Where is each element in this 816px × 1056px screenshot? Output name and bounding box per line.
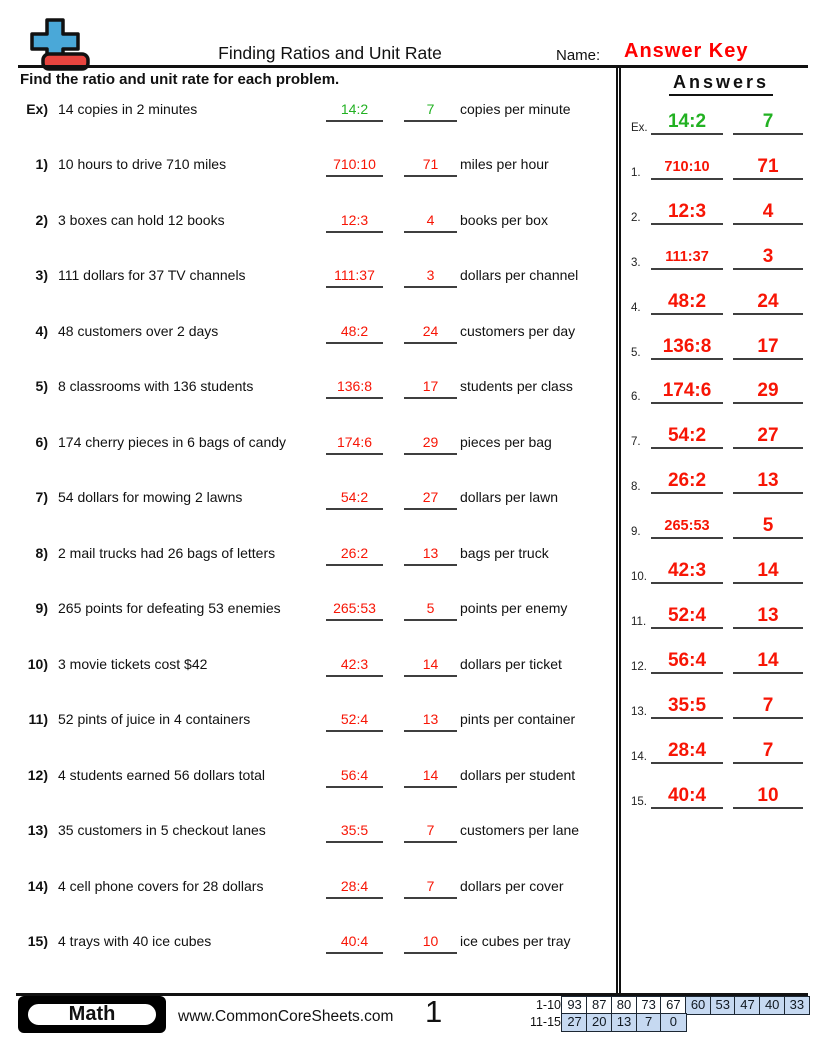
answer-key-ratio-blank [651,560,723,584]
rate-answer-blank [404,931,457,954]
answer-key-rate-blank [733,515,803,539]
score-cell: 7 [636,1013,662,1032]
answer-key-rate-blank [733,425,803,449]
ratio-answer-blank [326,765,383,788]
problem-row [20,598,620,622]
answer-key-ratio: 56:4 [667,650,707,671]
answer-key-rate-blank [733,695,803,719]
problem-row [20,432,620,456]
rate-answer: 13 [422,711,439,727]
rate-answer: 17 [422,378,439,394]
score-cell: 73 [636,996,662,1015]
ratio-answer-blank [326,820,383,843]
answer-key-number: 13. [631,706,647,718]
problem-row [20,265,620,289]
rate-answer: 13 [422,545,439,561]
unit-text: pints per container [460,711,576,727]
ratio-answer: 28:4 [340,878,369,894]
answer-key-ratio: 26:2 [667,470,707,491]
problem-text: 265 points for defeating 53 enemies [58,600,281,616]
answer-key-row [621,156,816,180]
subject-badge-label: Math [25,1001,159,1028]
answer-key-ratio: 12:3 [667,201,707,222]
answer-key-number: 7. [631,436,641,448]
unit-text: ice cubes per tray [460,933,571,949]
instructions-text: Find the ratio and unit rate for each problem. [20,71,340,88]
unit-text: pieces per bag [460,434,552,450]
answer-key-row [621,785,816,809]
answer-key-ratio: 54:2 [667,425,707,446]
rate-answer-blank [404,654,457,677]
page-title: Finding Ratios and Unit Rate [218,43,442,63]
answer-key-number: Ex. [631,122,648,134]
rate-answer-blank [404,820,457,843]
problem-number: 2) [35,212,48,228]
problem-text: 10 hours to drive 710 miles [58,156,227,172]
rate-answer-blank [404,876,457,899]
answer-key-row [621,291,816,315]
answer-key-rate-blank [733,470,803,494]
answers-title: Answers [669,72,773,96]
rate-answer-blank [404,765,457,788]
answer-key-number: 3. [631,257,641,269]
problem-number: 13) [27,822,48,838]
score-cell: 33 [784,996,810,1015]
ratio-answer: 111:37 [334,267,375,283]
answer-key-rate-blank [733,380,803,404]
answer-key-ratio-blank [651,111,723,135]
answer-key-rate: 10 [757,785,779,806]
unit-text: customers per day [460,323,576,339]
ratio-answer: 35:5 [340,822,369,838]
answer-key-rate: 14 [757,650,779,671]
unit-text: dollars per student [460,767,576,783]
problem-number: 4) [35,323,48,339]
ratio-answer: 26:2 [340,545,369,561]
problem-text: 111 dollars for 37 TV channels [58,267,246,283]
problem-row [20,654,620,678]
ratio-answer: 48:2 [340,323,369,339]
problem-row [20,154,620,178]
answer-key-number: 10. [631,571,647,583]
ratio-answer-blank [326,154,383,177]
problem-text: 2 mail trucks had 26 bags of letters [58,545,276,561]
answer-key-ratio-blank [651,425,723,449]
problem-text: 14 copies in 2 minutes [58,101,198,117]
rate-answer: 7 [426,878,435,894]
answer-key-rate: 7 [762,111,774,132]
score-cell: 40 [759,996,785,1015]
score-row-2 [520,1013,810,1032]
score-row-label: 1-10 [535,998,561,1012]
answer-key-ratio-blank [651,156,723,180]
problem-row [20,543,620,567]
answer-key-ratio-blank [651,380,723,404]
problem-row [20,487,620,511]
answer-key-row [621,650,816,674]
score-cell: 53 [710,996,736,1015]
ratio-answer: 12:3 [340,212,369,228]
answer-key-rate-blank [733,246,803,270]
answer-key-row [621,470,816,494]
ratio-answer: 52:4 [340,711,369,727]
answer-key-ratio-blank [651,695,723,719]
answer-key-rate-blank [733,560,803,584]
answer-key-rate: 3 [762,246,774,267]
ratio-answer-blank [326,543,383,566]
answer-key-number: 2. [631,212,641,224]
unit-text: copies per minute [460,101,571,117]
problem-number: 9) [35,600,48,616]
problem-number: 3) [35,267,48,283]
rate-answer: 14 [422,656,439,672]
answer-key-rate: 5 [762,515,774,536]
answer-key-rate-blank [733,785,803,809]
problem-text: 54 dollars for mowing 2 lawns [58,489,243,505]
problem-number: 7) [35,489,48,505]
score-cell: 20 [586,1013,612,1032]
answer-key-ratio: 48:2 [667,291,707,312]
answer-key-row [621,246,816,270]
ratio-answer: 54:2 [340,489,369,505]
problem-text: 48 customers over 2 days [58,323,219,339]
problem-number: 6) [35,434,48,450]
score-cell: 27 [561,1013,587,1032]
website-text: www.CommonCoreSheets.com [178,1008,394,1025]
answer-key-rate: 27 [757,425,779,446]
answer-key-rate-blank [733,605,803,629]
unit-text: customers per lane [460,822,580,838]
ratio-answer-blank [326,99,383,122]
ratio-answer: 14:2 [340,101,369,117]
ratio-answer-blank [326,376,383,399]
problem-number: 5) [35,378,48,394]
problem-row [20,376,620,400]
answer-key-ratio: 136:8 [662,336,712,357]
rate-answer-blank [404,709,457,732]
score-row-label: 11-15 [529,1015,561,1030]
problem-number: 1) [35,156,48,172]
answer-key-rate: 7 [762,695,774,716]
ratio-answer-blank [326,265,383,288]
rate-answer-blank [404,265,457,288]
answer-key-ratio: 174:6 [662,380,712,401]
rate-answer-blank [404,376,457,399]
rate-answer-blank [404,432,457,455]
rate-answer: 7 [426,101,435,117]
score-cell: 60 [685,996,711,1015]
answer-key-rate-blank [733,650,803,674]
answer-key-number: 12. [631,661,647,673]
answer-key-ratio: 42:3 [667,560,707,581]
unit-text: dollars per channel [460,267,579,283]
rate-answer: 3 [426,267,435,283]
answer-key-rate: 24 [757,291,779,312]
answer-key-row [621,201,816,225]
unit-text: bags per truck [460,545,549,561]
ratio-answer: 265:53 [333,600,376,616]
problem-text: 3 movie tickets cost $42 [58,656,208,672]
problem-row [20,321,620,345]
answer-key-label: Answer Key [624,40,749,62]
answer-key-rate: 7 [762,740,774,761]
score-cell: 87 [586,996,612,1015]
score-row-1 [520,996,810,1015]
problem-text: 4 trays with 40 ice cubes [58,933,212,949]
problem-text: 4 students earned 56 dollars total [58,767,266,783]
problem-row [20,931,620,955]
problem-number: 10) [27,656,48,672]
answer-key-row [621,605,816,629]
rate-answer-blank [404,543,457,566]
answer-key-rate-blank [733,336,803,360]
rate-answer-blank [404,99,457,122]
rate-answer: 5 [426,600,435,616]
problem-row [20,876,620,900]
answer-key-number: 4. [631,302,641,314]
ratio-answer-blank [326,321,383,344]
answer-key-ratio: 35:5 [667,695,707,716]
unit-text: dollars per ticket [460,656,562,672]
unit-text: dollars per lawn [460,489,559,505]
answer-key-row [621,380,816,404]
unit-text: books per box [460,212,548,228]
problem-row [20,99,620,123]
answer-key-number: 6. [631,391,641,403]
answer-key-number: 15. [631,796,647,808]
subject-badge [18,996,166,1033]
answer-key-number: 11. [631,616,647,628]
answer-key-ratio: 28:4 [667,740,707,761]
answer-key-ratio: 40:4 [667,785,707,806]
answer-key-rate: 4 [762,201,774,222]
answer-key-row [621,740,816,764]
rate-answer-blank [404,487,457,510]
answer-key-rate-blank [733,201,803,225]
problem-number: 8) [35,545,48,561]
ratio-answer: 40:4 [340,933,369,949]
ratio-answer: 56:4 [340,767,369,783]
rate-answer: 27 [422,489,439,505]
ratio-answer-blank [326,487,383,510]
unit-text: miles per hour [460,156,549,172]
answer-key-rate-blank [733,740,803,764]
rate-answer: 10 [422,933,439,949]
unit-text: dollars per cover [460,878,564,894]
rate-answer: 14 [422,767,439,783]
ratio-answer-blank [326,931,383,954]
answer-key-ratio: 14:2 [667,111,707,132]
answer-key-number: 5. [631,347,641,359]
score-table [520,996,810,1032]
answer-key-ratio: 111:37 [665,249,709,265]
problem-text: 4 cell phone covers for 28 dollars [58,878,264,894]
answer-key-rate: 14 [757,560,779,581]
ratio-answer-blank [326,432,383,455]
ratio-answer-blank [326,709,383,732]
rate-answer-blank [404,598,457,621]
problem-text: 8 classrooms with 136 students [58,378,254,394]
problem-row [20,820,620,844]
answer-key-ratio-blank [651,246,723,270]
problem-row [20,709,620,733]
score-cell: 67 [660,996,686,1015]
ratio-answer: 174:6 [336,434,373,450]
ratio-answer-blank [326,210,383,233]
answer-key-ratio-blank [651,515,723,539]
answer-key-ratio: 710:10 [664,159,710,175]
answer-key-number: 1. [631,167,641,179]
answer-key-rate: 71 [757,156,779,177]
answer-key-rate: 17 [757,336,779,357]
answer-key-ratio-blank [651,605,723,629]
score-cell: 93 [561,996,587,1015]
problem-text: 3 boxes can hold 12 books [58,212,225,228]
answer-key-ratio-blank [651,201,723,225]
rate-answer: 7 [426,822,435,838]
answer-key-ratio: 52:4 [667,605,707,626]
answer-key-ratio-blank [651,740,723,764]
problem-text: 52 pints of juice in 4 containers [58,711,251,727]
ratio-answer: 710:10 [333,156,376,172]
answer-key-row [621,560,816,584]
answer-key-row [621,111,816,135]
ratio-answer: 136:8 [336,378,373,394]
answers-panel [616,66,816,993]
ratio-answer: 42:3 [340,656,369,672]
rate-answer: 24 [422,323,439,339]
problem-text: 35 customers in 5 checkout lanes [58,822,266,838]
problem-text: 174 cherry pieces in 6 bags of candy [58,434,287,450]
problem-number: Ex) [26,101,48,117]
answer-key-number: 8. [631,481,641,493]
rate-answer: 29 [422,434,439,450]
answer-key-row [621,695,816,719]
answer-key-rate-blank [733,156,803,180]
answer-key-rate-blank [733,291,803,315]
unit-text: students per class [460,378,573,394]
answer-key-ratio-blank [651,650,723,674]
answer-key-rate: 13 [757,470,779,491]
ratio-answer-blank [326,876,383,899]
rate-answer-blank [404,210,457,233]
rate-answer: 71 [422,156,439,172]
answer-key-number: 14. [631,751,647,763]
rate-answer-blank [404,321,457,344]
problem-row [20,210,620,234]
ratio-answer-blank [326,598,383,621]
rate-answer: 4 [426,212,435,228]
page-number: 1 [425,994,443,1029]
answer-key-ratio: 265:53 [664,518,710,534]
rate-answer-blank [404,154,457,177]
answer-key-ratio-blank [651,470,723,494]
score-cell: 47 [734,996,760,1015]
answer-key-row [621,515,816,539]
answer-key-rate: 29 [757,380,779,401]
problem-number: 15) [27,933,48,949]
answer-key-ratio-blank [651,291,723,315]
answer-key-row [621,425,816,449]
problem-number: 11) [28,711,48,727]
answer-key-row [621,336,816,360]
unit-text: points per enemy [460,600,568,616]
answer-key-ratio-blank [651,336,723,360]
answer-key-rate-blank [733,111,803,135]
score-cell: 13 [611,1013,637,1032]
problem-number: 12) [27,767,48,783]
name-label: Name: [556,47,601,64]
ratio-answer-blank [326,654,383,677]
score-cell: 0 [660,1013,686,1032]
score-cell: 80 [611,996,637,1015]
answer-key-number: 9. [631,526,641,538]
problem-number: 14) [27,878,48,894]
answer-key-ratio-blank [651,785,723,809]
problem-row [20,765,620,789]
answer-key-rate: 13 [757,605,779,626]
